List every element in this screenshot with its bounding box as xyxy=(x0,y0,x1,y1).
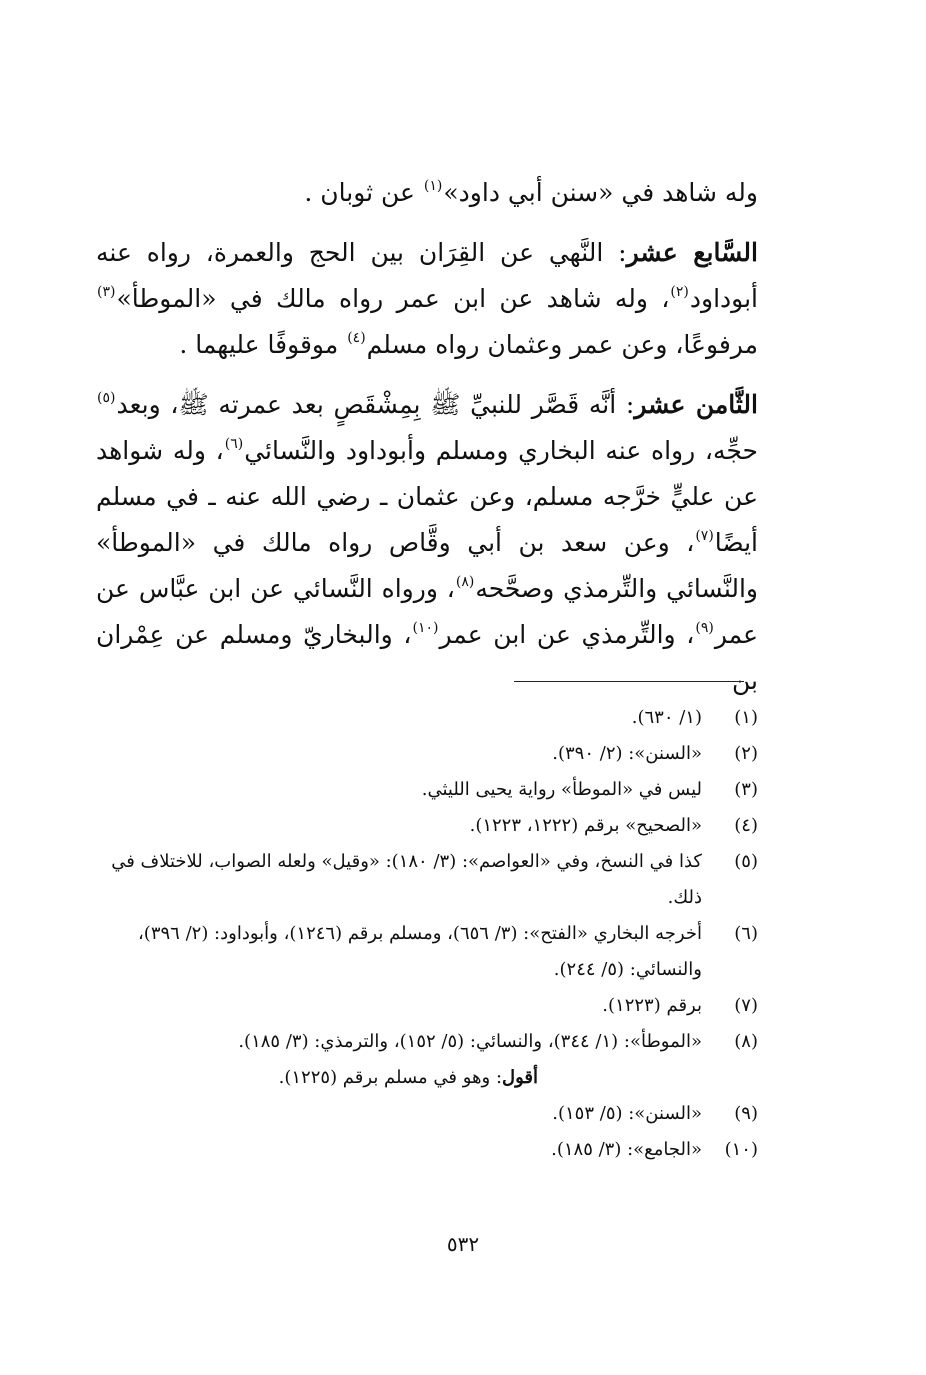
paragraph-text: : أنَّه قَصَّر للنبيِّ ﷺ بِمِشْقَصٍ بعد عمرته ﷺ، وبعد xyxy=(116,390,635,419)
footnote-text: «السنن»: (٢/ ٣٩٠). xyxy=(552,743,702,764)
paragraph-text: حجِّه، رواه عنه البخاري ومسلم وأبوداود والنَّسائي xyxy=(244,436,758,465)
paragraph-2 xyxy=(96,230,758,368)
paragraph-text: ، ورواه النَّسائي عن ابن عبَّاس عن عمر xyxy=(96,574,758,649)
footnote-number: (٨) xyxy=(734,1031,758,1052)
footnote-text: برقم (١٢٢٣). xyxy=(602,995,702,1016)
footnote-ref[interactable]: (٦) xyxy=(224,436,244,452)
paragraph-text: ، والتِّرمذي عن ابن عمر xyxy=(439,620,695,649)
footnote-number: (٤) xyxy=(734,815,758,836)
footnote-text: كذا في النسخ، وفي «العواصم»: (٣/ ١٨٠): «وقيل» ولعله الصواب، للاختلاف في ذلك. xyxy=(111,851,702,908)
footnote-ref[interactable]: (٣) xyxy=(97,284,116,300)
footnote-8-note xyxy=(96,1060,758,1096)
paragraph-heading: السَّابع عشر xyxy=(626,238,758,267)
paragraph-text: وله شاهد في «سنن أبي داود» xyxy=(443,178,758,207)
paragraph-text: ، وله شواهد عن عليٍّ خرَّجه مسلم، وعن عثمان ـ رضي الله عنه ـ في مسلم أيضًا xyxy=(96,436,758,557)
footnote-ref[interactable]: (٩) xyxy=(695,620,714,636)
paragraph-text: مرفوعًا، وعن عمر وعثمان رواه مسلم xyxy=(366,330,758,359)
footnote-number: (٥) xyxy=(734,851,758,872)
footnote-7 xyxy=(96,988,758,1024)
footnotes xyxy=(96,700,758,1168)
paragraph-1 xyxy=(96,170,758,216)
paragraph-text: عن ثوبان . xyxy=(304,178,423,207)
footnote-text: «الموطأ»: (١/ ٣٤٤)، والنسائي: (٥/ ١٥٢)، والترمذي: (٣/ ١٨٥). xyxy=(238,1031,702,1052)
page-number: ٥٣٢ xyxy=(446,1232,480,1256)
footnote-note-label: أقول xyxy=(502,1067,538,1088)
footnote-ref[interactable]: (٥) xyxy=(97,390,116,406)
paragraph-text: ، وعن سعد بن أبي وقَّاص رواه مالك في «الموطأ» والنَّسائي والتِّرمذي وصحَّحه xyxy=(96,528,758,603)
footnote-number: (٢) xyxy=(734,743,758,764)
footnote-6 xyxy=(96,916,758,988)
footnote-number: (١) xyxy=(734,707,758,728)
footnote-ref[interactable]: (١٠) xyxy=(412,620,439,636)
footnote-9 xyxy=(96,1096,758,1132)
footnote-number: (٧) xyxy=(734,995,758,1016)
footnote-number: (٣) xyxy=(734,779,758,800)
footnote-ref[interactable]: (٧) xyxy=(695,528,714,544)
footnote-5 xyxy=(96,844,758,916)
footnote-text: «السنن»: (٥/ ١٥٣). xyxy=(552,1103,702,1124)
footnote-text: «الجامع»: (٣/ ١٨٥). xyxy=(551,1139,702,1160)
footnote-ref[interactable]: (٨) xyxy=(455,574,475,590)
footnote-text: (١/ ٦٣٠). xyxy=(631,707,702,728)
footnote-ref[interactable]: (١) xyxy=(423,178,443,194)
footnote-separator xyxy=(514,681,744,682)
footnote-text: ليس في «الموطأ» رواية يحيى الليثي. xyxy=(421,779,702,800)
footnote-ref[interactable]: (٢) xyxy=(670,284,689,300)
paragraph-3 xyxy=(96,382,758,704)
footnote-10 xyxy=(96,1132,758,1168)
footnote-8 xyxy=(96,1024,758,1060)
paragraph-heading: الثَّامن عشر xyxy=(634,390,758,419)
footnote-number: (١٠) xyxy=(724,1139,758,1160)
paragraph-text: ، والبخاريّ ومسلم عن عِمْران بن xyxy=(96,620,758,695)
main-text xyxy=(96,170,758,704)
footnote-note-text: : وهو في مسلم برقم (١٢٢٥). xyxy=(278,1067,503,1088)
footnote-ref[interactable]: (٤) xyxy=(347,330,366,346)
footnote-2 xyxy=(96,736,758,772)
footnote-text: أخرجه البخاري «الفتح»: (٣/ ٦٥٦)، ومسلم برقم (١٢٤٦)، وأبوداود: (٢/ ٣٩٦)، والنسائي: (٥/ ٢٤٤). xyxy=(137,923,702,980)
footnote-number: (٩) xyxy=(734,1103,758,1124)
footnote-3 xyxy=(96,772,758,808)
paragraph-text: : النَّهي عن القِرَان بين الحج والعمرة، رواه عنه أبوداود xyxy=(96,238,758,313)
paragraph-text: ، وله شاهد عن ابن عمر رواه مالك في «الموطأ» xyxy=(116,284,670,313)
footnote-text: «الصحيح» برقم (١٢٢٢، ١٢٢٣). xyxy=(469,815,702,836)
footnote-4 xyxy=(96,808,758,844)
footnote-number: (٦) xyxy=(734,923,758,944)
paragraph-text: موقوفًا عليهما . xyxy=(179,330,347,359)
footnote-1 xyxy=(96,700,758,736)
